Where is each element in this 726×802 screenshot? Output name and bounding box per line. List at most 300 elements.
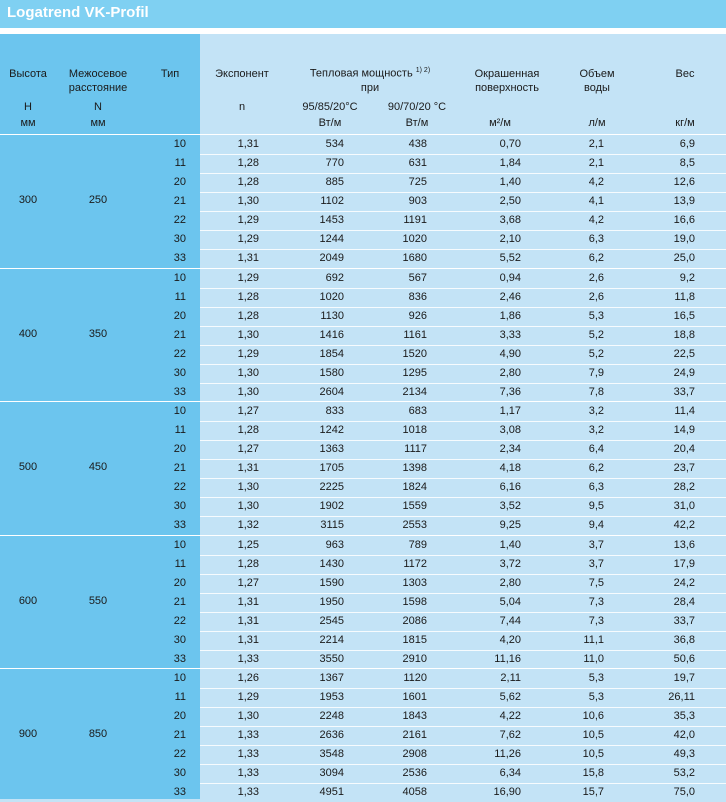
table-row: [0, 230, 726, 249]
row-divider: [200, 307, 726, 308]
cell-exponent: 1,31: [237, 252, 259, 264]
cell-type: 20: [173, 710, 186, 722]
table-row: [0, 288, 726, 307]
cell-weight: 12,6: [673, 176, 695, 188]
cell-type: 22: [173, 214, 186, 226]
cell-power-90-70: 2536: [402, 767, 427, 779]
cell-surface-area: 4,20: [499, 634, 521, 646]
cell-exponent: 1,28: [237, 291, 259, 303]
cell-type: 22: [173, 348, 186, 360]
cell-power-95-85: 1242: [319, 424, 344, 436]
table-row: [0, 726, 726, 745]
cell-type: 22: [173, 615, 186, 627]
cell-type: 21: [173, 195, 186, 207]
cell-surface-area: 11,26: [494, 748, 521, 760]
cell-type: 33: [173, 252, 186, 264]
cell-power-90-70: 1117: [404, 443, 427, 455]
cell-power-90-70: 683: [408, 405, 427, 417]
cell-exponent: 1,29: [237, 691, 259, 703]
cell-power-90-70: 631: [408, 157, 427, 169]
cell-power-90-70: 2553: [402, 519, 427, 531]
cell-power-90-70: 1120: [403, 672, 427, 684]
header-area-label: Окрашенная поверхность: [474, 68, 540, 94]
cell-water-volume: 9,4: [588, 519, 604, 531]
header-height-symbol: H: [24, 101, 32, 113]
cell-weight: 11,4: [674, 405, 695, 417]
cell-power-95-85: 1580: [319, 367, 344, 379]
table-row: [0, 192, 726, 211]
cell-type: 30: [173, 500, 186, 512]
cell-weight: 14,9: [673, 424, 695, 436]
cell-water-volume: 4,2: [588, 176, 604, 188]
group-spacing-value: 550: [88, 595, 108, 607]
height-group: [0, 401, 726, 535]
table-row: [0, 688, 726, 707]
cell-power-95-85: 2636: [319, 729, 344, 741]
header-weight-label: Вес: [675, 68, 695, 80]
cell-power-90-70: 2086: [402, 615, 427, 627]
table-row: [0, 631, 726, 650]
cell-type: 30: [173, 367, 186, 379]
cell-power-95-85: 833: [325, 405, 344, 417]
table-row: [0, 478, 726, 497]
cell-water-volume: 2,6: [588, 272, 604, 284]
row-divider: [200, 249, 726, 250]
cell-weight: 75,0: [673, 786, 695, 798]
header-area-unit: м²/м: [489, 117, 511, 129]
row-divider: [200, 650, 726, 651]
cell-exponent: 1,27: [237, 405, 259, 417]
cell-exponent: 1,31: [237, 138, 259, 150]
cell-water-volume: 5,2: [588, 329, 604, 341]
cell-water-volume: 3,7: [588, 539, 604, 551]
cell-power-95-85: 2049: [319, 252, 344, 264]
cell-exponent: 1,30: [237, 195, 259, 207]
cell-type: 11: [174, 558, 186, 570]
cell-surface-area: 2,80: [499, 577, 521, 589]
cell-type: 21: [173, 329, 186, 341]
cell-power-95-85: 1102: [320, 195, 344, 207]
cell-power-90-70: 1191: [403, 214, 427, 226]
cell-power-95-85: 4951: [319, 786, 344, 798]
cell-type: 30: [173, 233, 186, 245]
cell-weight: 28,2: [673, 481, 695, 493]
table-row: [0, 440, 726, 459]
row-divider: [200, 440, 726, 441]
cell-type: 20: [173, 577, 186, 589]
row-divider: [200, 726, 726, 727]
table-row: [0, 269, 726, 288]
cell-surface-area: 0,94: [499, 272, 521, 284]
header-spacing-symbol: N: [94, 101, 102, 113]
table-row: [0, 497, 726, 516]
cell-power-90-70: 4058: [402, 786, 427, 798]
cell-power-90-70: 2161: [402, 729, 427, 741]
cell-type: 33: [173, 786, 186, 798]
cell-surface-area: 6,16: [499, 481, 521, 493]
cell-power-95-85: 534: [325, 138, 344, 150]
group-height-value: 300: [18, 194, 38, 206]
row-divider: [200, 688, 726, 689]
cell-weight: 8,5: [679, 157, 695, 169]
cell-water-volume: 3,2: [588, 405, 604, 417]
cell-power-90-70: 2910: [402, 653, 427, 665]
cell-type: 10: [173, 138, 186, 150]
cell-exponent: 1,32: [237, 519, 259, 531]
row-divider: [200, 364, 726, 365]
cell-power-95-85: 1950: [319, 596, 344, 608]
cell-surface-area: 11,16: [494, 653, 521, 665]
cell-type: 22: [173, 748, 186, 760]
cell-water-volume: 7,5: [588, 577, 604, 589]
cell-weight: 11,8: [674, 291, 695, 303]
cell-water-volume: 3,2: [588, 424, 604, 436]
cell-power-95-85: 1130: [320, 310, 344, 322]
group-height-value: 500: [18, 461, 38, 473]
cell-surface-area: 2,34: [499, 443, 521, 455]
cell-weight: 42,2: [673, 519, 695, 531]
table-row: [0, 707, 726, 726]
cell-water-volume: 2,1: [588, 157, 604, 169]
cell-water-volume: 5,3: [588, 310, 604, 322]
cell-power-90-70: 725: [408, 176, 427, 188]
table-row: [0, 364, 726, 383]
cell-weight: 20,4: [673, 443, 695, 455]
cell-surface-area: 2,11: [500, 672, 521, 684]
cell-weight: 25,0: [673, 252, 695, 264]
cell-power-95-85: 3115: [320, 519, 344, 531]
table-row: [0, 421, 726, 440]
cell-power-95-85: 1902: [319, 500, 344, 512]
cell-water-volume: 15,7: [582, 786, 604, 798]
cell-power-95-85: 3548: [319, 748, 344, 760]
table-row: [0, 211, 726, 230]
cell-power-90-70: 1598: [402, 596, 427, 608]
row-divider: [200, 421, 726, 422]
row-divider: [200, 783, 726, 784]
cell-power-90-70: 1520: [402, 348, 427, 360]
cell-power-95-85: 1244: [319, 233, 344, 245]
cell-exponent: 1,31: [237, 462, 259, 474]
table-row: [0, 650, 726, 669]
row-divider: [200, 173, 726, 174]
table-row: [0, 249, 726, 268]
cell-water-volume: 6,3: [588, 481, 604, 493]
cell-surface-area: 3,33: [499, 329, 521, 341]
cell-type: 33: [173, 653, 186, 665]
cell-surface-area: 1,40: [499, 539, 521, 551]
cell-water-volume: 7,9: [588, 367, 604, 379]
cell-exponent: 1,27: [237, 443, 259, 455]
row-divider: [200, 745, 726, 746]
cell-power-90-70: 1601: [402, 691, 427, 703]
cell-weight: 33,7: [673, 386, 695, 398]
cell-power-95-85: 1590: [319, 577, 344, 589]
cell-power-95-85: 963: [325, 539, 344, 551]
cell-weight: 42,0: [673, 729, 695, 741]
cell-type: 10: [173, 272, 186, 284]
header-volume-unit: л/м: [588, 117, 606, 129]
cell-exponent: 1,33: [237, 767, 259, 779]
cell-surface-area: 6,34: [499, 767, 521, 779]
cell-surface-area: 1,40: [499, 176, 521, 188]
row-divider: [200, 612, 726, 613]
cell-weight: 26,11: [668, 691, 695, 703]
cell-exponent: 1,28: [237, 157, 259, 169]
cell-water-volume: 4,2: [588, 214, 604, 226]
cell-surface-area: 4,90: [499, 348, 521, 360]
header-q1-unit: Вт/м: [318, 117, 342, 129]
cell-exponent: 1,29: [237, 272, 259, 284]
group-height-value: 600: [18, 595, 38, 607]
cell-power-90-70: 1824: [402, 481, 427, 493]
row-divider: [200, 459, 726, 460]
cell-power-90-70: 2908: [402, 748, 427, 760]
cell-power-90-70: 2134: [402, 386, 427, 398]
cell-weight: 19,7: [673, 672, 695, 684]
cell-weight: 53,2: [673, 767, 695, 779]
cell-power-95-85: 1367: [319, 672, 344, 684]
cell-surface-area: 2,46: [499, 291, 521, 303]
table-row: [0, 326, 726, 345]
cell-surface-area: 3,68: [499, 214, 521, 226]
cell-water-volume: 2,6: [588, 291, 604, 303]
cell-weight: 22,5: [673, 348, 695, 360]
cell-surface-area: 1,84: [499, 157, 521, 169]
cell-weight: 6,9: [679, 138, 695, 150]
row-divider: [200, 764, 726, 765]
cell-power-95-85: 1705: [319, 462, 344, 474]
group-height-value: 400: [18, 328, 38, 340]
cell-weight: 24,9: [673, 367, 695, 379]
cell-power-90-70: 1843: [402, 710, 427, 722]
cell-surface-area: 5,52: [499, 252, 521, 264]
header-power-label: Тепловая мощность $^{1) 2)}$ при: [309, 67, 431, 94]
table-row: [0, 516, 726, 535]
cell-type: 20: [173, 443, 186, 455]
cell-water-volume: 6,3: [588, 233, 604, 245]
row-divider: [200, 211, 726, 212]
cell-water-volume: 11,0: [583, 653, 604, 665]
cell-surface-area: 7,36: [499, 386, 521, 398]
cell-exponent: 1,30: [237, 367, 259, 379]
cell-exponent: 1,31: [237, 615, 259, 627]
cell-power-90-70: 1303: [402, 577, 427, 589]
table-row: [0, 669, 726, 688]
table-row: [0, 154, 726, 173]
cell-type: 22: [173, 481, 186, 493]
row-divider: [200, 631, 726, 632]
cell-power-90-70: 1815: [402, 634, 427, 646]
cell-water-volume: 15,8: [582, 767, 604, 779]
table-row: [0, 783, 726, 802]
cell-power-95-85: 2604: [319, 386, 344, 398]
table-title: Logatrend VK-Profil: [0, 0, 726, 28]
cell-power-90-70: 1020: [402, 233, 427, 245]
row-divider: [200, 288, 726, 289]
cell-power-90-70: 438: [408, 138, 427, 150]
header-exponent-symbol: n: [238, 101, 246, 113]
cell-water-volume: 5,2: [588, 348, 604, 360]
cell-power-95-85: 2545: [319, 615, 344, 627]
cell-water-volume: 3,7: [588, 558, 604, 570]
row-divider: [200, 154, 726, 155]
group-height-value: 900: [18, 728, 38, 740]
header-q2-unit: Вт/м: [405, 117, 429, 129]
table-row: [0, 745, 726, 764]
row-divider: [200, 707, 726, 708]
cell-type: 21: [173, 462, 186, 474]
cell-water-volume: 6,2: [588, 462, 604, 474]
cell-water-volume: 9,5: [588, 500, 604, 512]
cell-water-volume: 5,3: [588, 672, 604, 684]
cell-power-95-85: 3094: [319, 767, 344, 779]
cell-power-95-85: 1020: [319, 291, 344, 303]
cell-type: 10: [173, 672, 186, 684]
row-divider: [200, 345, 726, 346]
cell-exponent: 1,30: [237, 500, 259, 512]
cell-weight: 50,6: [673, 653, 695, 665]
cell-power-90-70: 1018: [402, 424, 427, 436]
cell-exponent: 1,33: [237, 748, 259, 760]
cell-water-volume: 2,1: [588, 138, 604, 150]
cell-surface-area: 0,70: [499, 138, 521, 150]
cell-water-volume: 6,4: [588, 443, 604, 455]
header-height-label: Высота: [9, 68, 47, 80]
cell-type: 11: [174, 424, 186, 436]
group-spacing-value: 450: [88, 461, 108, 473]
cell-water-volume: 7,3: [588, 596, 604, 608]
header-type-label: Тип: [160, 68, 180, 80]
row-divider: [200, 383, 726, 384]
table-row: [0, 593, 726, 612]
group-spacing-value: 250: [88, 194, 108, 206]
row-divider: [200, 516, 726, 517]
cell-water-volume: 6,2: [588, 252, 604, 264]
cell-exponent: 1,30: [237, 329, 259, 341]
cell-power-95-85: 1430: [319, 558, 344, 570]
cell-weight: 28,4: [673, 596, 695, 608]
cell-power-90-70: 789: [408, 539, 427, 551]
table-row: [0, 459, 726, 478]
header-volume-label: Объем воды: [579, 68, 615, 94]
cell-power-90-70: 1680: [402, 252, 427, 264]
table-row: [0, 764, 726, 783]
cell-surface-area: 5,04: [499, 596, 521, 608]
cell-surface-area: 5,62: [499, 691, 521, 703]
table-row: [0, 536, 726, 555]
cell-surface-area: 1,17: [499, 405, 521, 417]
cell-weight: 17,9: [673, 558, 695, 570]
row-divider: [200, 574, 726, 575]
cell-type: 10: [173, 539, 186, 551]
cell-power-95-85: 1854: [319, 348, 344, 360]
cell-surface-area: 7,62: [499, 729, 521, 741]
cell-power-90-70: 1172: [403, 558, 427, 570]
cell-weight: 16,6: [673, 214, 695, 226]
cell-weight: 31,0: [673, 500, 695, 512]
cell-weight: 49,3: [673, 748, 695, 760]
cell-power-95-85: 1453: [319, 214, 344, 226]
cell-power-90-70: 926: [408, 310, 427, 322]
cell-exponent: 1,27: [237, 577, 259, 589]
cell-water-volume: 7,3: [588, 615, 604, 627]
row-divider: [200, 555, 726, 556]
cell-exponent: 1,33: [237, 653, 259, 665]
cell-power-90-70: 836: [408, 291, 427, 303]
height-group: [0, 668, 726, 802]
cell-type: 30: [173, 767, 186, 779]
cell-type: 11: [174, 691, 186, 703]
cell-surface-area: 2,50: [499, 195, 521, 207]
header-spacing-label: Межосевое расстояние: [68, 68, 128, 94]
cell-power-95-85: 1953: [319, 691, 344, 703]
cell-type: 10: [173, 405, 186, 417]
cell-exponent: 1,30: [237, 710, 259, 722]
row-divider: [200, 497, 726, 498]
cell-weight: 13,6: [673, 539, 695, 551]
cell-surface-area: 7,44: [499, 615, 521, 627]
cell-weight: 33,7: [673, 615, 695, 627]
cell-water-volume: 10,6: [582, 710, 604, 722]
cell-weight: 24,2: [673, 577, 695, 589]
cell-power-90-70: 1559: [402, 500, 427, 512]
cell-weight: 23,7: [673, 462, 695, 474]
cell-water-volume: 4,1: [588, 195, 604, 207]
cell-weight: 35,3: [673, 710, 695, 722]
cell-power-90-70: 1161: [403, 329, 427, 341]
cell-power-95-85: 3550: [319, 653, 344, 665]
header-q2-condition: 90/70/20 °C: [387, 101, 447, 113]
height-group: [0, 134, 726, 268]
cell-type: 21: [173, 596, 186, 608]
cell-power-90-70: 1398: [402, 462, 427, 474]
cell-power-95-85: 2248: [319, 710, 344, 722]
cell-exponent: 1,31: [237, 596, 259, 608]
cell-type: 33: [173, 386, 186, 398]
cell-type: 20: [173, 176, 186, 188]
table-row: [0, 135, 726, 154]
cell-power-90-70: 1295: [402, 367, 427, 379]
table-row: [0, 307, 726, 326]
cell-power-95-85: 1416: [319, 329, 344, 341]
table-row: [0, 574, 726, 593]
cell-exponent: 1,26: [237, 672, 259, 684]
cell-surface-area: 2,80: [499, 367, 521, 379]
cell-exponent: 1,28: [237, 424, 259, 436]
cell-power-95-85: 885: [325, 176, 344, 188]
cell-exponent: 1,28: [237, 310, 259, 322]
cell-water-volume: 11,1: [583, 634, 604, 646]
cell-surface-area: 16,90: [493, 786, 521, 798]
cell-exponent: 1,33: [237, 786, 259, 798]
cell-power-95-85: 2225: [319, 481, 344, 493]
table-row: [0, 383, 726, 402]
height-group: [0, 535, 726, 669]
header-q1-condition: 95/85/20°C: [302, 101, 358, 113]
cell-power-90-70: 567: [408, 272, 427, 284]
cell-type: 20: [173, 310, 186, 322]
cell-power-95-85: 770: [325, 157, 344, 169]
cell-surface-area: 1,86: [499, 310, 521, 322]
cell-type: 11: [174, 291, 186, 303]
cell-power-95-85: 1363: [319, 443, 344, 455]
cell-power-95-85: 692: [325, 272, 344, 284]
cell-power-90-70: 903: [408, 195, 427, 207]
cell-weight: 36,8: [673, 634, 695, 646]
cell-surface-area: 2,10: [499, 233, 521, 245]
table-row: [0, 173, 726, 192]
